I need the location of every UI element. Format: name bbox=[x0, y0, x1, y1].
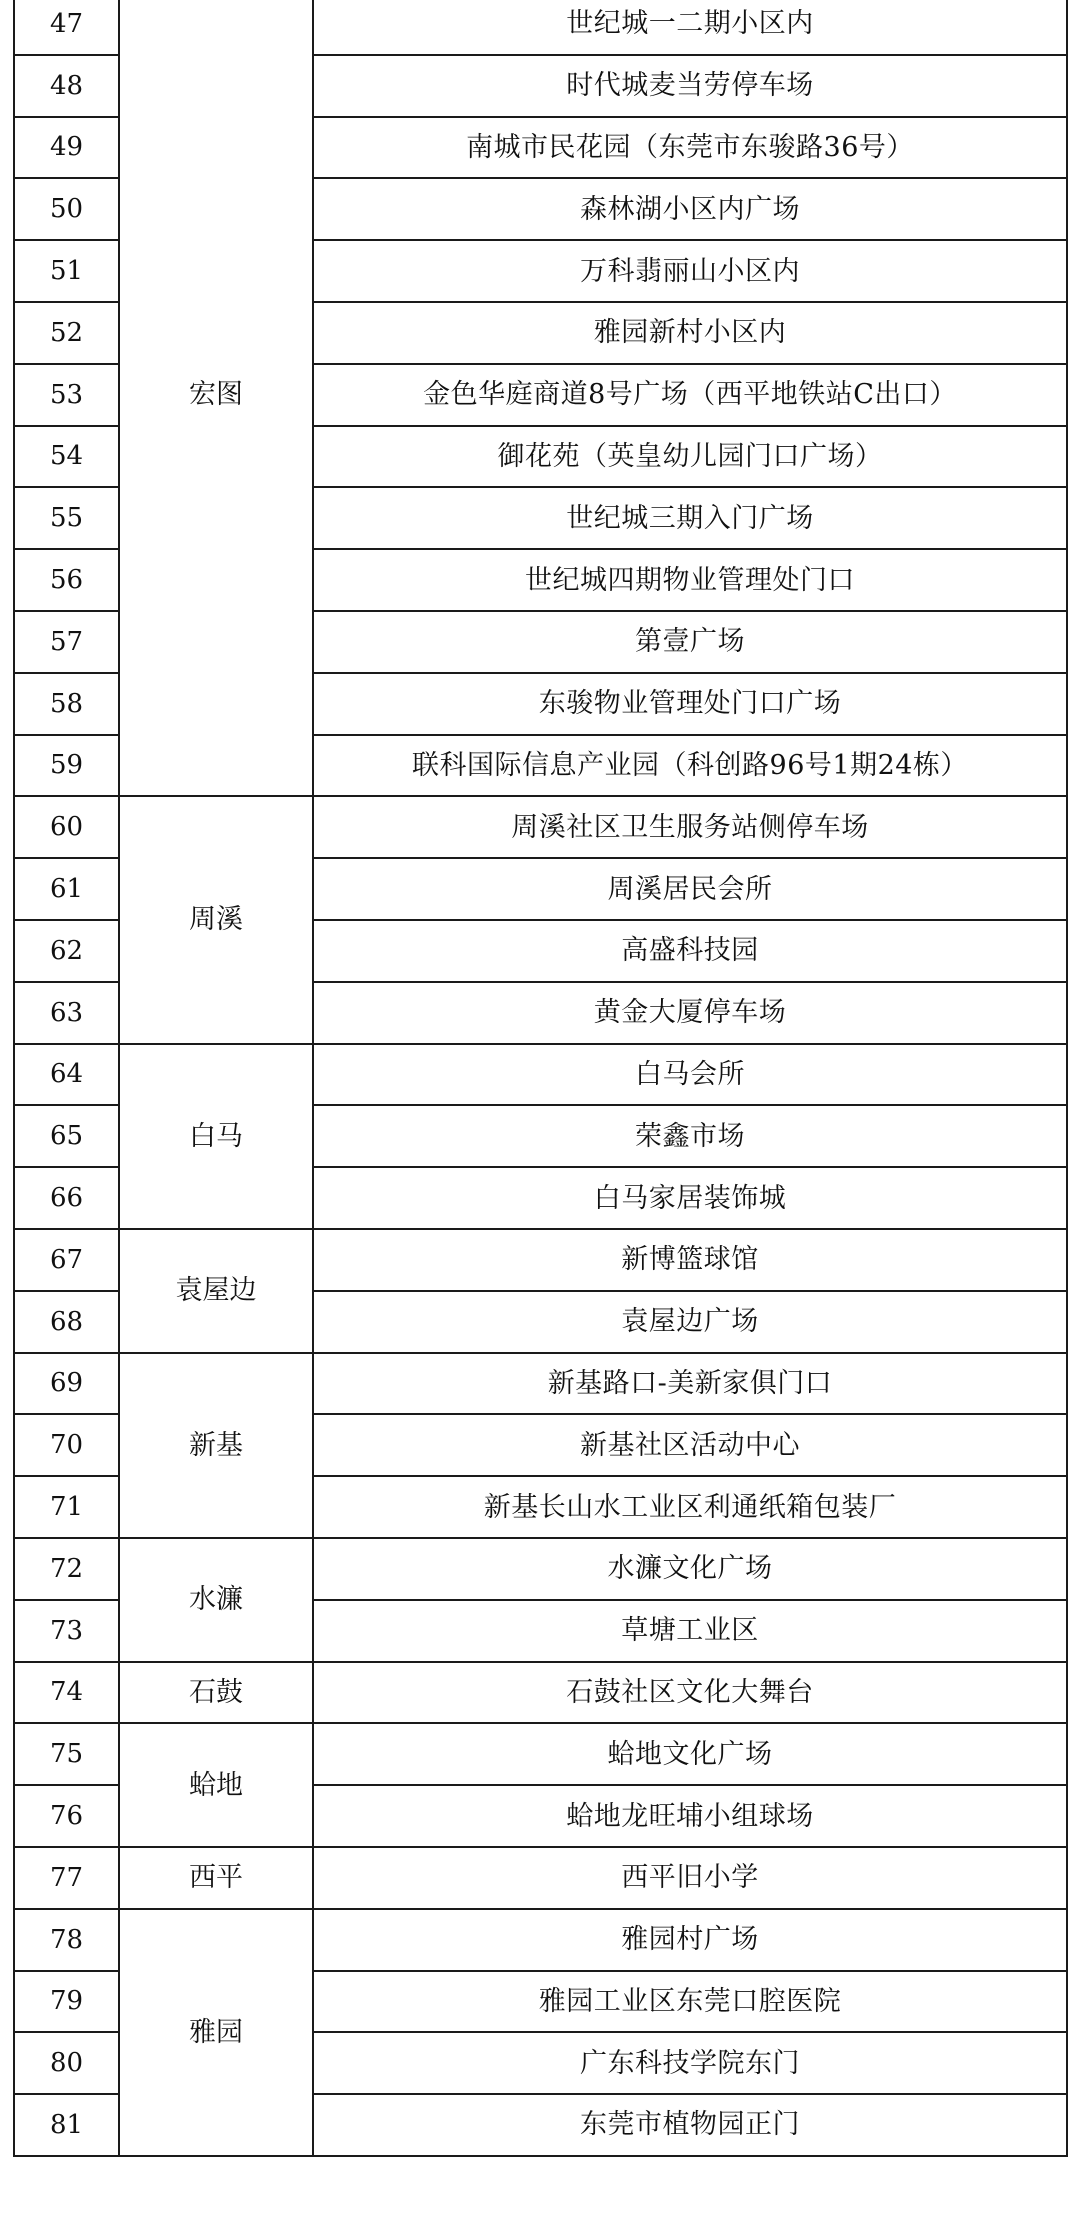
area-cell: 水濂 bbox=[119, 1538, 313, 1662]
location-cell: 白马家居装饰城 bbox=[313, 1167, 1067, 1229]
location-cell: 石鼓社区文化大舞台 bbox=[313, 1662, 1067, 1724]
area-cell: 白马 bbox=[119, 1044, 313, 1229]
row-number-cell: 67 bbox=[14, 1229, 119, 1291]
area-cell: 周溪 bbox=[119, 796, 313, 1043]
row-number-cell: 77 bbox=[14, 1847, 119, 1909]
location-cell: 雅园新村小区内 bbox=[313, 302, 1067, 364]
location-cell: 新基社区活动中心 bbox=[313, 1414, 1067, 1476]
location-cell: 蛤地文化广场 bbox=[313, 1723, 1067, 1785]
area-cell: 蛤地 bbox=[119, 1723, 313, 1847]
row-number-cell: 73 bbox=[14, 1600, 119, 1662]
row-number-cell: 55 bbox=[14, 487, 119, 549]
location-cell: 周溪居民会所 bbox=[313, 858, 1067, 920]
location-cell: 森林湖小区内广场 bbox=[313, 178, 1067, 240]
area-cell: 石鼓 bbox=[119, 1662, 313, 1724]
location-cell: 周溪社区卫生服务站侧停车场 bbox=[313, 796, 1067, 858]
location-cell: 联科国际信息产业园（科创路96号1期24栋） bbox=[313, 735, 1067, 797]
row-number-cell: 72 bbox=[14, 1538, 119, 1600]
location-cell: 御花苑（英皇幼儿园门口广场） bbox=[313, 426, 1067, 488]
location-cell: 新博篮球馆 bbox=[313, 1229, 1067, 1291]
location-cell: 南城市民花园（东莞市东骏路36号） bbox=[313, 117, 1067, 179]
area-cell: 雅园 bbox=[119, 1909, 313, 2156]
table-row bbox=[14, 1662, 1067, 1724]
location-cell: 世纪城三期入门广场 bbox=[313, 487, 1067, 549]
area-cell: 袁屋边 bbox=[119, 1229, 313, 1353]
location-cell: 新基长山水工业区利通纸箱包装厂 bbox=[313, 1476, 1067, 1538]
location-cell: 蛤地龙旺埔小组球场 bbox=[313, 1785, 1067, 1847]
row-number-cell: 52 bbox=[14, 302, 119, 364]
row-number-cell: 76 bbox=[14, 1785, 119, 1847]
location-cell: 金色华庭商道8号广场（西平地铁站C出口） bbox=[313, 364, 1067, 426]
location-cell: 黄金大厦停车场 bbox=[313, 982, 1067, 1044]
row-number-cell: 60 bbox=[14, 796, 119, 858]
area-cell: 新基 bbox=[119, 1353, 313, 1538]
location-cell: 西平旧小学 bbox=[313, 1847, 1067, 1909]
area-cell: 西平 bbox=[119, 1847, 313, 1909]
row-number-cell: 47 bbox=[14, 0, 119, 55]
location-cell: 东骏物业管理处门口广场 bbox=[313, 673, 1067, 735]
row-number-cell: 66 bbox=[14, 1167, 119, 1229]
location-cell: 第壹广场 bbox=[313, 611, 1067, 673]
location-cell: 荣鑫市场 bbox=[313, 1105, 1067, 1167]
row-number-cell: 68 bbox=[14, 1291, 119, 1353]
table-row bbox=[14, 1847, 1067, 1909]
location-cell: 万科翡丽山小区内 bbox=[313, 240, 1067, 302]
row-number-cell: 69 bbox=[14, 1353, 119, 1415]
row-number-cell: 57 bbox=[14, 611, 119, 673]
row-number-cell: 62 bbox=[14, 920, 119, 982]
row-number-cell: 58 bbox=[14, 673, 119, 735]
location-cell: 白马会所 bbox=[313, 1044, 1067, 1106]
table-row bbox=[14, 1353, 1067, 1415]
location-cell: 时代城麦当劳停车场 bbox=[313, 55, 1067, 117]
table-row bbox=[14, 1909, 1067, 1971]
row-number-cell: 81 bbox=[14, 2094, 119, 2156]
row-number-cell: 54 bbox=[14, 426, 119, 488]
location-cell: 世纪城一二期小区内 bbox=[313, 0, 1067, 55]
row-number-cell: 53 bbox=[14, 364, 119, 426]
area-cell: 宏图 bbox=[119, 0, 313, 796]
location-cell: 水濂文化广场 bbox=[313, 1538, 1067, 1600]
row-number-cell: 61 bbox=[14, 858, 119, 920]
location-cell: 世纪城四期物业管理处门口 bbox=[313, 549, 1067, 611]
location-cell: 新基路口-美新家俱门口 bbox=[313, 1353, 1067, 1415]
table-body bbox=[14, 0, 1067, 2156]
row-number-cell: 51 bbox=[14, 240, 119, 302]
row-number-cell: 48 bbox=[14, 55, 119, 117]
location-cell: 东莞市植物园正门 bbox=[313, 2094, 1067, 2156]
row-number-cell: 59 bbox=[14, 735, 119, 797]
row-number-cell: 50 bbox=[14, 178, 119, 240]
table-row bbox=[14, 1044, 1067, 1106]
table-row bbox=[14, 1229, 1067, 1291]
row-number-cell: 74 bbox=[14, 1662, 119, 1724]
row-number-cell: 75 bbox=[14, 1723, 119, 1785]
location-cell: 袁屋边广场 bbox=[313, 1291, 1067, 1353]
table-row bbox=[14, 1538, 1067, 1600]
row-number-cell: 63 bbox=[14, 982, 119, 1044]
row-number-cell: 64 bbox=[14, 1044, 119, 1106]
row-number-cell: 71 bbox=[14, 1476, 119, 1538]
row-number-cell: 49 bbox=[14, 117, 119, 179]
table-row bbox=[14, 0, 1067, 55]
row-number-cell: 65 bbox=[14, 1105, 119, 1167]
row-number-cell: 79 bbox=[14, 1971, 119, 2033]
location-cell: 雅园工业区东莞口腔医院 bbox=[313, 1971, 1067, 2033]
testing-sites-table bbox=[13, 0, 1068, 2157]
location-cell: 雅园村广场 bbox=[313, 1909, 1067, 1971]
location-cell: 高盛科技园 bbox=[313, 920, 1067, 982]
location-cell: 广东科技学院东门 bbox=[313, 2032, 1067, 2094]
table-row bbox=[14, 1723, 1067, 1785]
row-number-cell: 78 bbox=[14, 1909, 119, 1971]
table-row bbox=[14, 796, 1067, 858]
row-number-cell: 70 bbox=[14, 1414, 119, 1476]
row-number-cell: 56 bbox=[14, 549, 119, 611]
row-number-cell: 80 bbox=[14, 2032, 119, 2094]
location-cell: 草塘工业区 bbox=[313, 1600, 1067, 1662]
